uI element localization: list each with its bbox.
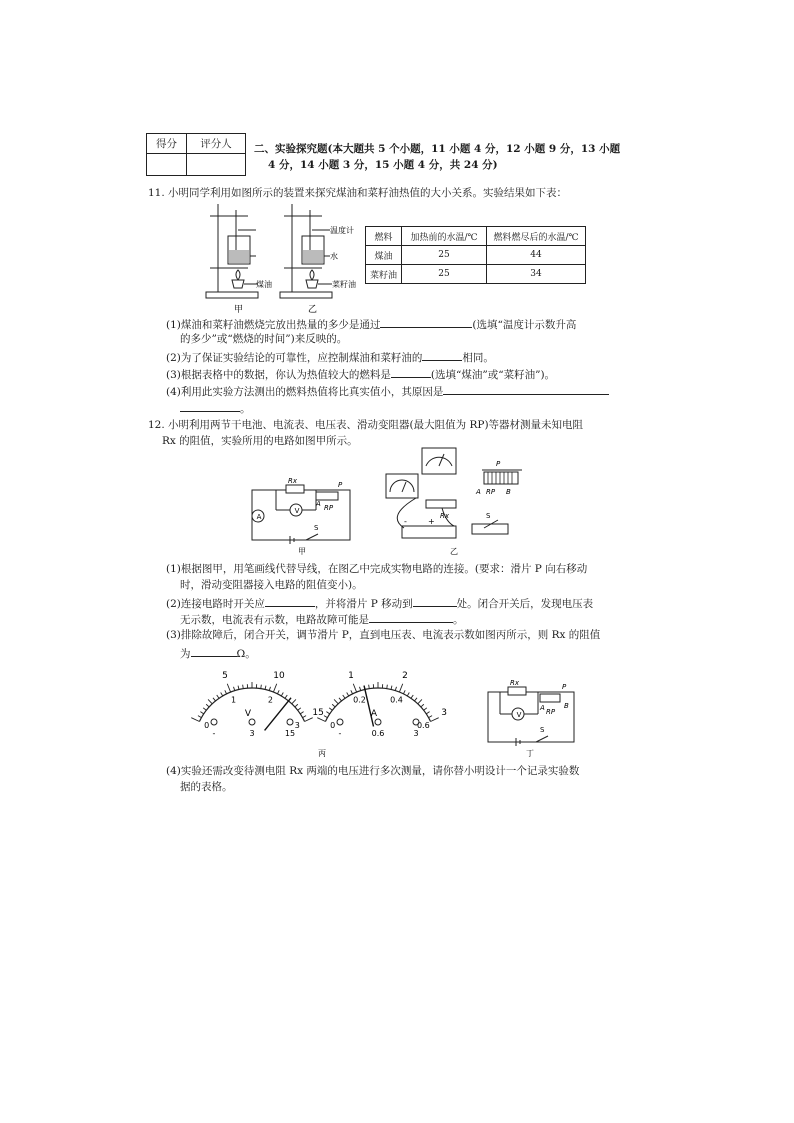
svg-text:Rx: Rx [440, 512, 450, 520]
label-water: 水 [330, 252, 338, 261]
scale-tick [351, 690, 353, 694]
scale-tick [431, 718, 439, 722]
rx-label: Rx [288, 477, 298, 485]
svg-text:A: A [476, 488, 481, 496]
rp-label: RP [324, 504, 334, 512]
scale-tick [221, 692, 223, 695]
label-jia: 甲 [234, 305, 244, 315]
q12-part2-line1: (2)连接电路时开关应 ，并将滑片 P 移动到 处。闭合开关后，发现电压表 [166, 595, 593, 611]
label-yi: 乙 [450, 547, 458, 556]
lower-scale-label: 0 [204, 720, 210, 730]
terminal-post[interactable] [211, 719, 217, 725]
scale-tick [329, 708, 332, 710]
svg-text:Rx: Rx [510, 679, 520, 687]
q12-stem-line1: 12. 小明利用两节干电池、电流表、电压表、滑动变阻器(最大阻值为 RP)等器材测量未知电阻 [148, 419, 584, 431]
scale-tick [324, 716, 327, 718]
scale-tick [298, 708, 301, 710]
q11-part3: (3)根据表格中的数据，你认为热值较大的燃料是 (选填“煤油”或“菜籽油”)。 [166, 366, 555, 382]
grader-cell[interactable] [186, 154, 245, 176]
upper-scale-label: 15 [312, 708, 324, 719]
header-fuel: 燃料 [366, 227, 402, 246]
svg-text:B: B [564, 702, 569, 710]
svg-text:RP: RP [546, 708, 556, 716]
scale-tick [403, 690, 405, 694]
scale-tick [261, 685, 262, 689]
q12-part1-line1: (1)根据图甲，用笔画线代替导线，在图乙中完成实物电路的连接。(要求：滑片 P 向右移动 [166, 563, 588, 575]
scale-tick [285, 695, 287, 698]
meter-letter: V [244, 709, 252, 719]
q11-part2: (2)为了保证实验结论的可靠性，应控制煤油和菜籽油的 相同。 [166, 349, 494, 365]
p-label: P [338, 481, 343, 489]
scale-tick [292, 699, 296, 703]
scale-tick [415, 698, 418, 701]
q11-part4: (4)利用此实验方法测出的燃料热值将比真实值小，其原因是 [166, 383, 609, 399]
scale-tick [421, 704, 424, 707]
label-bing: 丙 [318, 749, 326, 758]
svg-text:-: - [404, 517, 407, 526]
q12-part1-line2: 时，滑动变阻器接入电路的阻值变小)。 [180, 579, 363, 591]
scale-tick [238, 686, 239, 690]
scale-tick [429, 716, 432, 718]
scale-tick [277, 690, 279, 694]
scale-tick [353, 684, 356, 692]
upper-scale-label: 2 [402, 671, 408, 682]
q12-answer-3[interactable] [191, 645, 237, 657]
scale-tick [213, 698, 216, 701]
svg-text:P: P [562, 683, 567, 691]
scale-tick [191, 718, 199, 722]
terminal-post[interactable] [249, 719, 255, 725]
scale-tick [326, 712, 329, 714]
upper-scale-label: 1 [348, 671, 354, 682]
q12-answer-2c[interactable] [369, 611, 453, 623]
scale-tick [208, 699, 212, 703]
scale-tick [360, 687, 361, 691]
q12-stem-line2: Rx 的阻值，实验所用的电路如图甲所示。 [162, 435, 358, 447]
header-after: 燃料燃尽后的水温/℃ [487, 227, 586, 246]
terminal-post[interactable] [337, 719, 343, 725]
q12-part3-line1: (3)排除故障后，闭合开关，调节滑片 P，直到电压表、电流表示数如图丙所示，则 Rx 的阻值 [166, 629, 601, 641]
q11-answer-1[interactable] [380, 316, 472, 328]
scale-tick [343, 695, 345, 698]
a-label: A [316, 500, 321, 508]
svg-text:S: S [540, 726, 545, 734]
section-title-line2: 4 分，14 小题 3 分，15 小题 4 分，共 24 分) [268, 159, 498, 171]
scale-tick [300, 712, 303, 714]
q11-part1-line1: (1)煤油和菜籽油燃烧完放出热量的多少是通过 (选填“温度计示数升高 [166, 316, 576, 332]
scale-tick [243, 685, 244, 689]
scale-tick [227, 684, 230, 692]
section-title-line1: 二、实验探究题(本大题共 5 个小题，11 小题 4 分，12 小题 9 分，13 小题 [254, 143, 621, 155]
score-label: 得分 [147, 134, 187, 154]
q11-answer-4a[interactable] [443, 383, 609, 395]
s-label: S [314, 524, 319, 532]
physical-circuit-yi [376, 446, 536, 556]
lower-scale-label: 3 [294, 720, 300, 730]
terminal-label: 15 [284, 729, 296, 738]
q11-apparatus-figure [200, 196, 360, 316]
label-jia: 甲 [298, 547, 306, 556]
scale-tick [295, 704, 298, 707]
header-before: 加热前的水温/℃ [402, 227, 487, 246]
scale-tick [203, 708, 206, 710]
score-box [146, 133, 246, 176]
lower-scale-label: 0.6 [416, 720, 430, 730]
lower-scale-label: 0.2 [353, 695, 366, 705]
scale-tick [399, 684, 402, 692]
scale-tick [347, 692, 349, 695]
q11-data-table [365, 226, 586, 284]
scale-tick [407, 692, 409, 695]
q11-answer-3[interactable] [391, 366, 431, 378]
lower-scale-label: 2 [267, 695, 274, 705]
svg-text:+: + [428, 517, 435, 526]
voltmeter-dial [191, 671, 324, 738]
score-cell[interactable] [147, 154, 187, 176]
upper-scale-label: 5 [222, 671, 228, 682]
scale-tick [234, 687, 235, 691]
ammeter-symbol: A [256, 513, 262, 521]
terminal-label: 3 [249, 729, 255, 738]
svg-text:A: A [540, 704, 545, 712]
scale-tick [206, 704, 209, 707]
scale-tick [387, 685, 388, 689]
circuit-diagram-jia [246, 476, 358, 556]
label-kerosene: 煤油 [256, 280, 272, 289]
scale-tick [424, 708, 427, 710]
svg-text:RP: RP [486, 488, 496, 496]
ammeter-dial [317, 671, 447, 738]
upper-scale-label: 10 [273, 671, 285, 682]
q12-answer-2a[interactable] [265, 595, 315, 607]
scale-tick [391, 686, 392, 690]
scale-tick [303, 716, 306, 718]
terminal-label: 3 [413, 729, 419, 738]
q11-answer-4b[interactable] [180, 400, 240, 412]
scale-tick [200, 712, 203, 714]
q11-stem: 11. 小明同学利用如图所示的装置来探究煤油和菜籽油热值的大小关系。实验结果如下表： [148, 187, 568, 199]
meter-needle [364, 686, 373, 727]
lower-scale-label: 1 [230, 695, 237, 705]
scale-tick [269, 687, 270, 691]
svg-text:S: S [486, 512, 491, 520]
scale-tick [395, 687, 396, 691]
grader-label: 评分人 [186, 134, 245, 154]
scale-tick [332, 704, 335, 707]
scale-tick [334, 699, 338, 703]
scale-tick [217, 695, 219, 698]
scale-tick [317, 718, 325, 722]
upper-scale-label: 3 [441, 708, 448, 719]
terminal-label: 0.6 [371, 729, 385, 738]
scale-tick [265, 686, 266, 690]
scale-tick [411, 695, 413, 698]
q12-part4-line1: (4)实验还需改变待测电阻 Rx 两端的电压进行多次测量，请你替小明设计一个记录实验数 [166, 765, 580, 777]
q12-part3-line2: 为 Ω。 [180, 645, 256, 661]
terminal-label: - [338, 729, 342, 738]
table-row: 菜籽油 25 34 [366, 265, 586, 284]
label-rapeseed-oil: 菜籽油 [332, 280, 356, 289]
scale-tick [198, 716, 201, 718]
scale-tick [339, 698, 342, 701]
scale-tick [273, 684, 276, 692]
terminal-label: - [212, 729, 216, 738]
svg-text:B: B [506, 488, 511, 496]
label-thermometer: 温度计 [330, 226, 354, 235]
q11-part1-line2: 的多少”或“燃烧的时间”)来反映的。 [180, 333, 348, 345]
q12-part2-line2: 无示数，电流表有示数，电路故障可能是 。 [180, 611, 464, 627]
lower-scale-label: 0 [330, 720, 336, 730]
scale-tick [225, 690, 227, 694]
scale-tick [418, 699, 422, 703]
scale-tick [305, 718, 313, 722]
q11-part4-line2: 。 [180, 400, 251, 416]
svg-text:V: V [516, 711, 522, 719]
circuit-diagram-ding [480, 674, 584, 758]
q11-answer-2[interactable] [422, 349, 462, 361]
voltmeter-symbol: V [294, 507, 300, 515]
q12-part4-line2: 据的表格。 [180, 781, 233, 793]
table-row: 煤油 25 44 [366, 246, 586, 265]
q12-answer-2b[interactable] [413, 595, 457, 607]
scale-tick [281, 692, 283, 695]
terminal-post[interactable] [287, 719, 293, 725]
terminal-post[interactable] [375, 719, 381, 725]
label-ding: 丁 [526, 749, 534, 758]
scale-tick [426, 712, 429, 714]
scale-tick [369, 685, 370, 689]
label-yi: 乙 [308, 305, 318, 315]
svg-text:P: P [496, 460, 501, 468]
lower-scale-label: 0.4 [390, 695, 403, 705]
meters-figure-bing [190, 658, 450, 760]
meter-letter: A [370, 709, 378, 719]
